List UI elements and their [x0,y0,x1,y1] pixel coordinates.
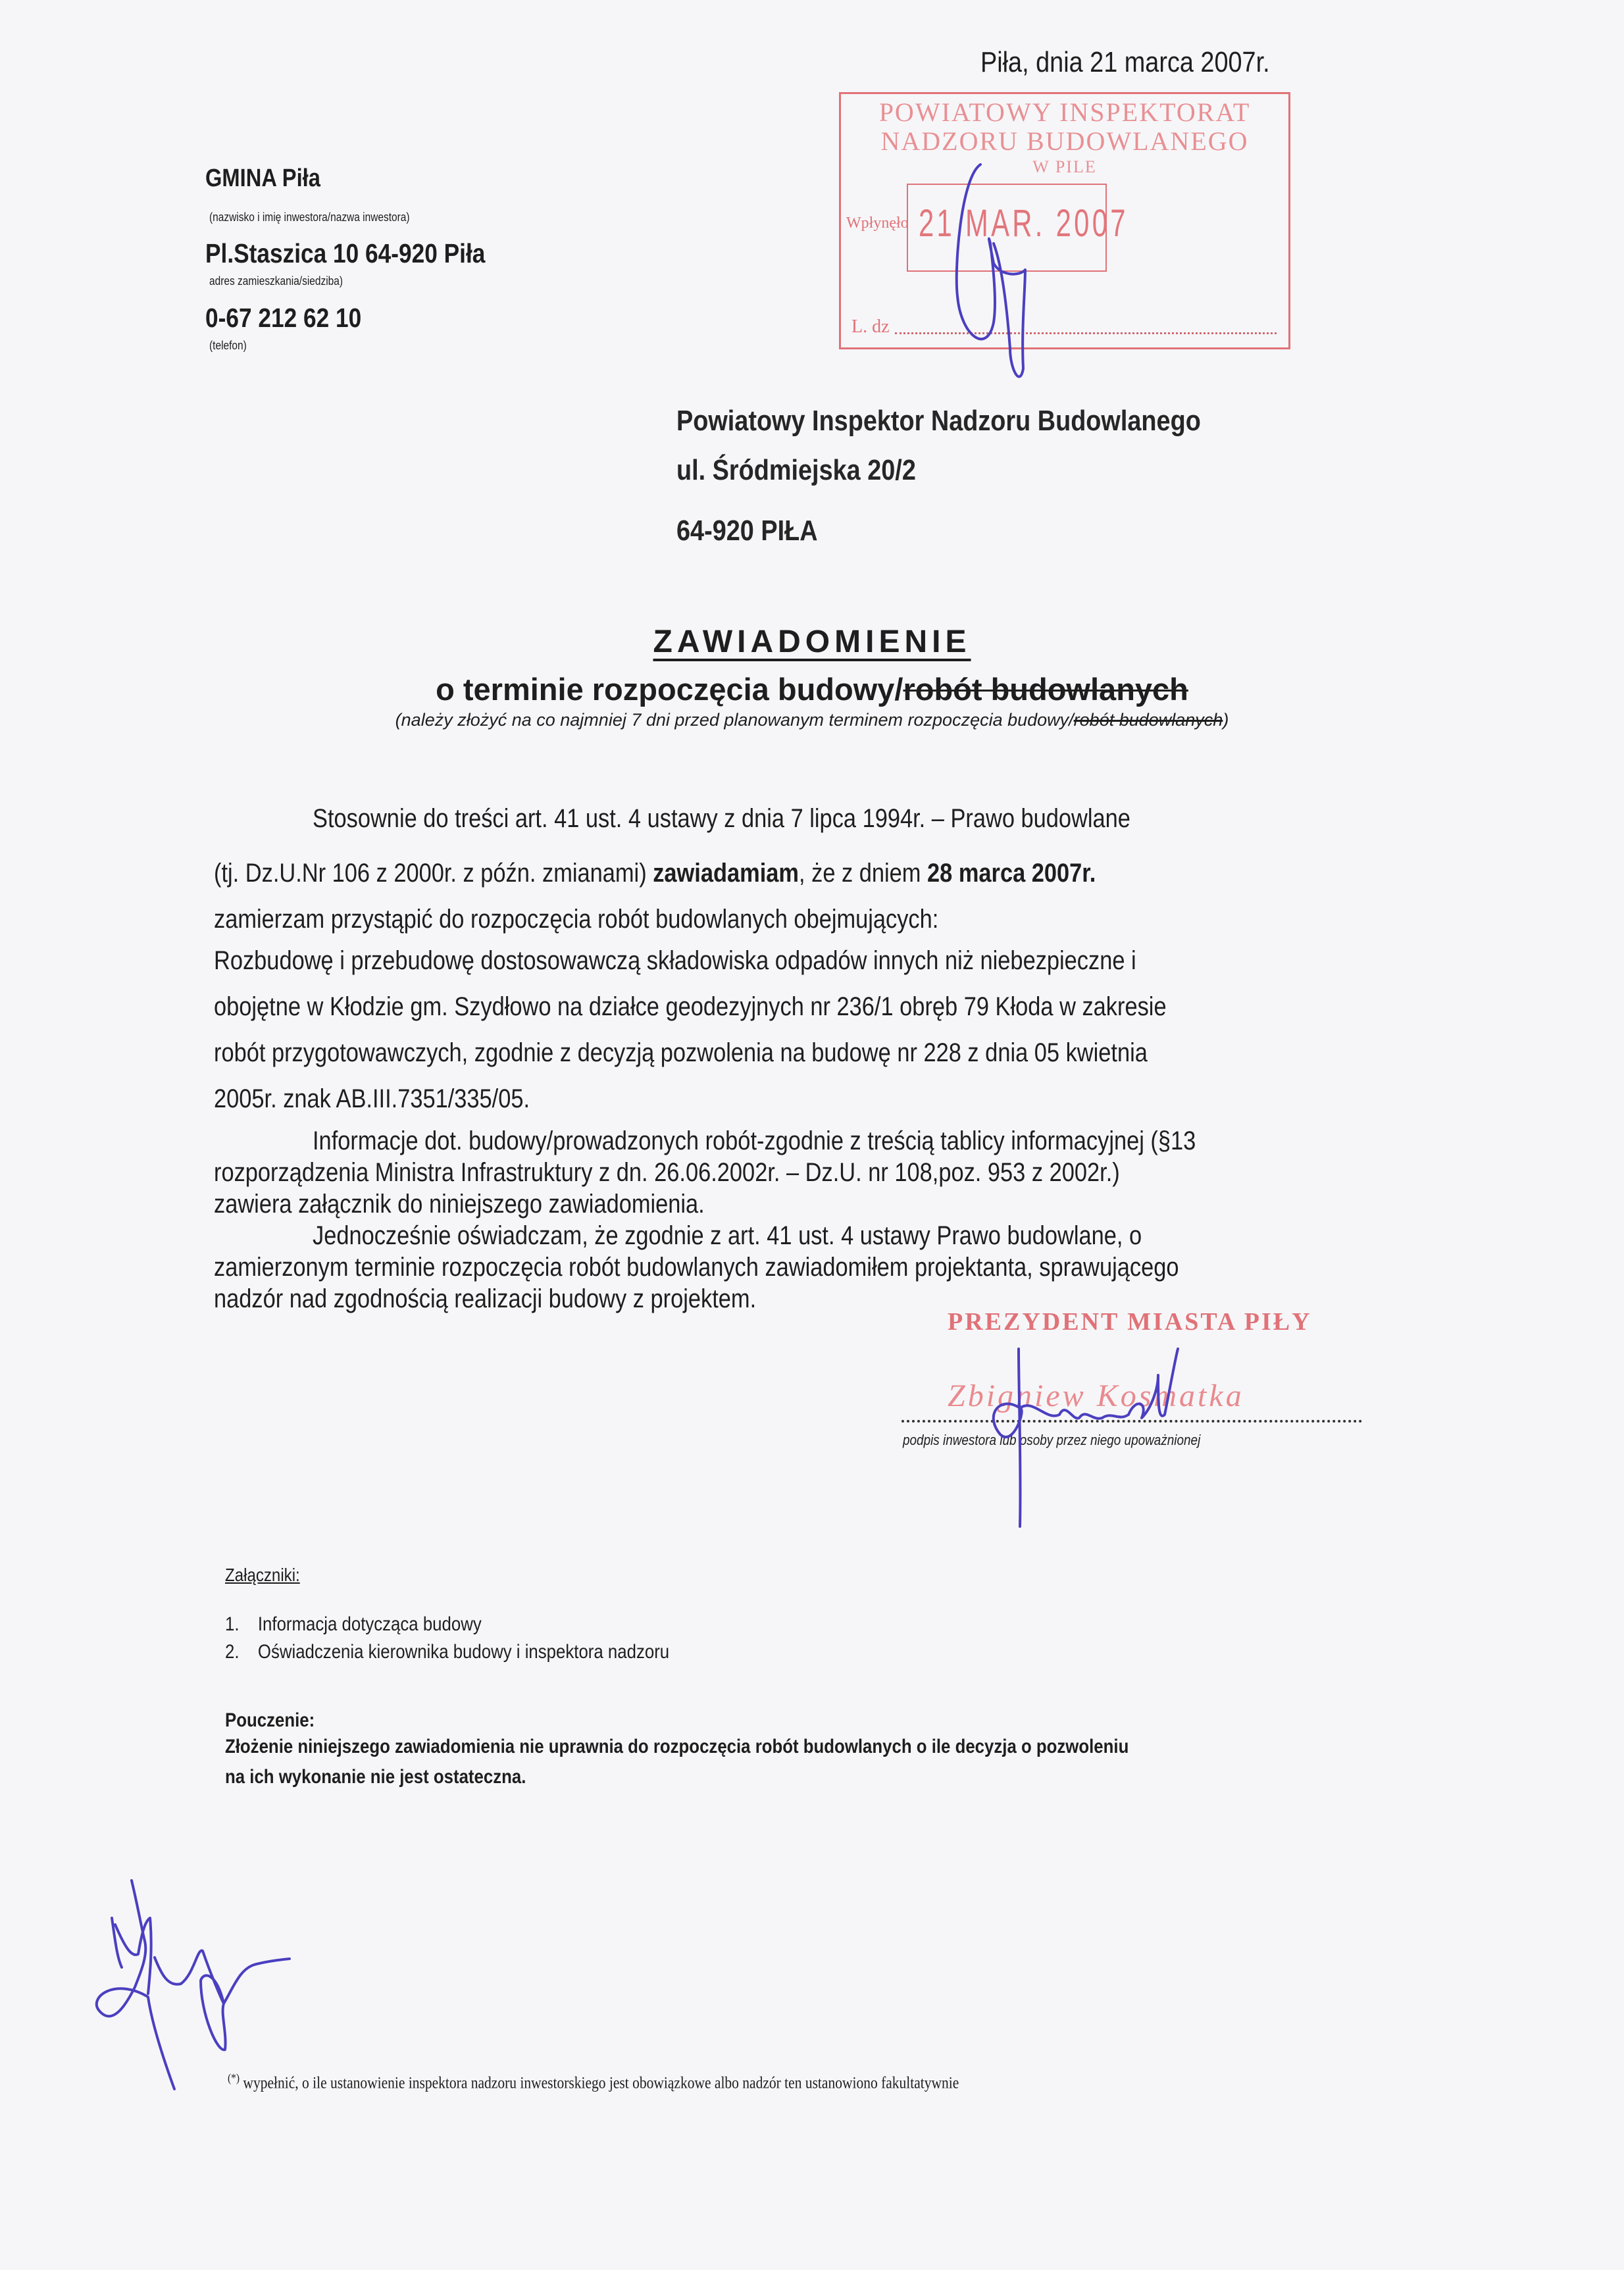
note-end: ) [1223,710,1229,730]
recipient-line-3: 64-920 PIŁA [676,515,818,547]
president-stamp: PREZYDENT MIASTA PIŁY [948,1308,1312,1336]
president-signature [961,1336,1237,1533]
stamp-line-3: W PILE [1032,157,1097,176]
investor-address-caption: adres zamieszkania/siedziba) [209,274,343,288]
investor-phone-caption: (telefon) [209,339,247,352]
footnote-marker: (*) [228,2071,240,2084]
attachment-item [225,1641,669,1663]
document-title: ZAWIADOMIENIE [653,624,971,659]
body-p1-line-1: Stosownie do treści art. 41 ust. 4 ustawy z dnia 7 lipca 1994r. – Prawo budowlane [313,804,1130,833]
submission-note [0,711,1624,730]
body-p2-line-2: rozporządzenia Ministra Infrastruktury z dn. 26.06.2002r. – Dz.U. nr 108,poz. 953 z 2002r.) [214,1158,1120,1187]
recipient-line-1: Powiatowy Inspektor Nadzoru Budowlanego [676,405,1201,437]
document-title-wrapper [0,625,1624,660]
body-p1-line-4: Rozbudowę i przebudowę dostosowawczą składowiska odpadów innych niż niebezpieczne i [214,946,1136,975]
place-and-date: Piła, dnia 21 marca 2007r. [980,46,1270,78]
attachment-number: 2. [225,1641,240,1663]
signature-caption: podpis inwestora lub osoby przez niego upoważnionej [903,1432,1201,1448]
stamp-line-2: NADZORU BUDOWLANEGO [880,126,1249,156]
attachment-label: Informacja dotycząca budowy [257,1613,482,1635]
investor-name-caption: (nazwisko i imię inwestora/nazwa inwestora) [209,211,410,224]
attachments-heading: Załączniki: [225,1565,300,1585]
attachment-number: 1. [225,1613,240,1635]
body-p1-line-3: zamierzam przystąpić do rozpoczęcia robót budowlanych obejmujących: [214,905,939,934]
handwritten-signature-bottom [33,1855,329,2106]
instruction-heading: Pouczenie: [225,1709,315,1731]
p1-l2-a: (tj. Dz.U.Nr 106 z 2000r. z późn. zmianami) [214,859,653,888]
stamp-date: 21 MAR. 2007 [919,202,1129,245]
p1-l2-notify: zawiadamiam [653,859,799,888]
subtitle-main: o terminie rozpoczęcia budowy/ [436,672,903,707]
footnote-text: wypełnić, o ile ustanowienie inspektora nadzoru inwestorskiego jest obowiązkowe albo nadzór ten ustanowiono fakultatywnie [240,2074,959,2092]
instruction-line-2: na ich wykonanie nie jest ostateczna. [225,1766,526,1788]
body-p2-line-3: zawiera załącznik do niniejszego zawiadomienia. [214,1190,705,1219]
p1-l2-c: , że z dniem [798,859,928,888]
document-subtitle [0,672,1624,707]
stamp-received-label: Wpłynęło [846,214,909,232]
initials-signature-stamp [948,138,1079,401]
recipient-line-2: ul. Śródmiejska 20/2 [676,454,916,486]
note-main: (należy złożyć na co najmniej 7 dni przed planowanym terminem rozpoczęcia budowy/ [395,710,1074,730]
subtitle-struck: robót budowlanych [903,672,1188,707]
instruction-line-1: Złożenie niniejszego zawiadomienia nie uprawnia do rozpoczęcia robót budowlanych o ile decyzja o pozwoleniu [225,1736,1129,1757]
body-p1-line-2 [214,859,1096,888]
stamp-log-label: L. dz [851,316,890,337]
stamp-line-1: POWIATOWY INSPEKTORAT [878,97,1251,127]
body-p3-line-2: zamierzonym terminie rozpoczęcia robót budowlanych zawiadomiłem projektanta, sprawującego [214,1253,1179,1282]
body-p1-line-6: robót przygotowawczych, zgodnie z decyzją pozwolenia na budowę nr 228 z dnia 05 kwietnia [214,1038,1148,1067]
body-p2-line-1: Informacje dot. budowy/prowadzonych robót-zgodnie z treścią tablicy informacyjnej (§13 [313,1126,1196,1155]
body-p3-line-1: Jednocześnie oświadczam, że zgodnie z art. 41 ust. 4 ustawy Prawo budowlane, o [313,1221,1142,1250]
investor-address: Pl.Staszica 10 64-920 Piła [205,238,486,268]
investor-phone: 0-67 212 62 10 [205,303,362,333]
attachment-item [225,1613,482,1635]
investor-name: GMINA Piła [205,164,320,192]
signatory-name-stamp: Zbigniew Kosmatka [948,1378,1244,1413]
body-p1-line-5: obojętne w Kłodzie gm. Szydłowo na działce geodezyjnych nr 236/1 obręb 79 Kłoda w zakresie [214,992,1167,1021]
attachment-label: Oświadczenia kierownika budowy i inspektora nadzoru [257,1641,670,1663]
note-struck: robót budowlanych [1073,710,1223,730]
body-p1-line-7: 2005r. znak AB.III.7351/335/05. [214,1084,530,1113]
footnote [228,2071,959,2092]
p1-l2-start-date: 28 marca 2007r. [927,859,1096,888]
body-p3-line-3: nadzór nad zgodnością realizacji budowy z projektem. [214,1284,757,1313]
